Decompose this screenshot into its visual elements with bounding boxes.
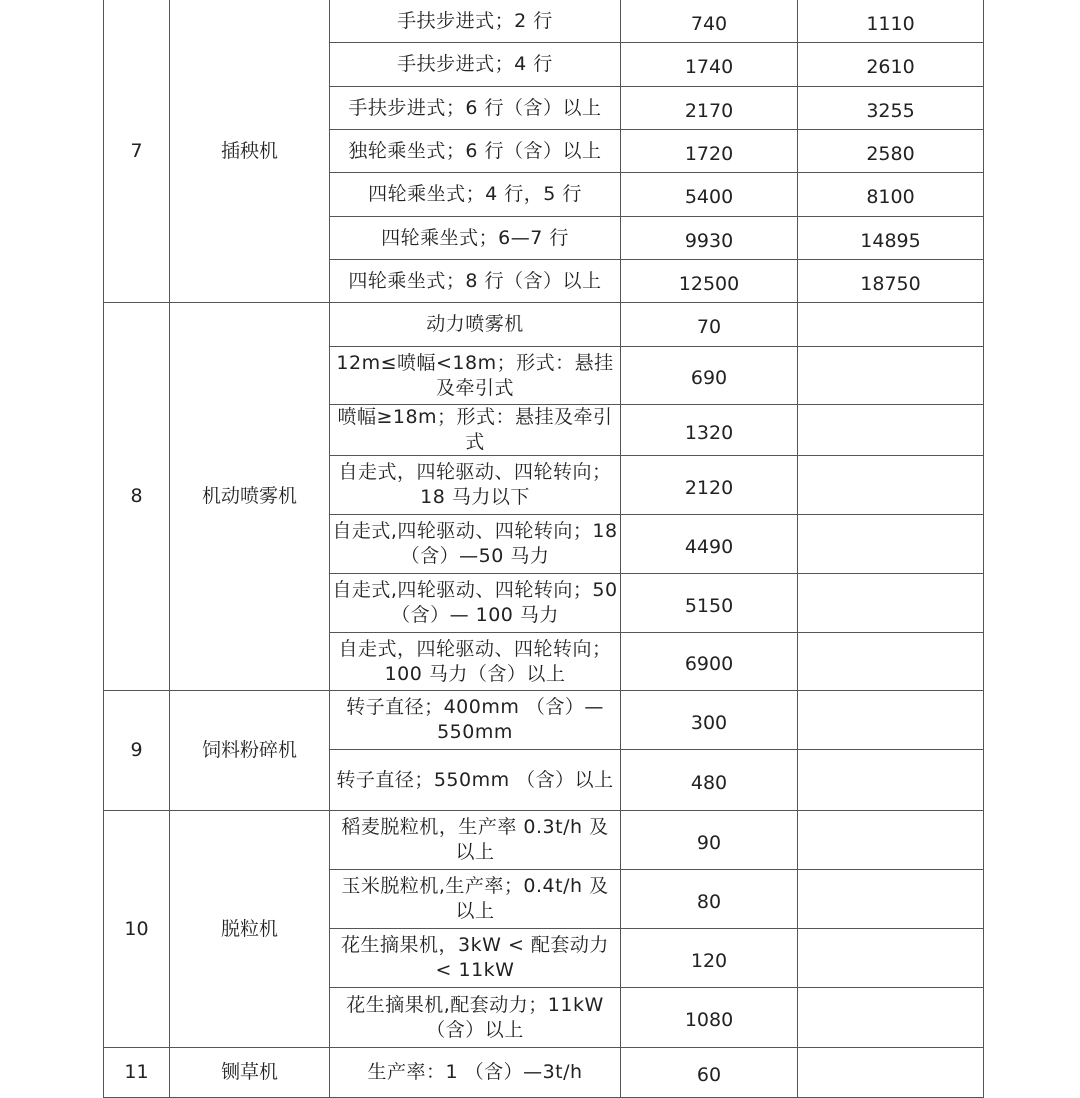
subsidy-value-2 <box>798 303 984 347</box>
machine-name: 脱粒机 <box>170 811 330 1048</box>
specification: 转子直径；400mm （含）—550mm <box>330 691 621 750</box>
subsidy-value-2: 2580 <box>798 130 984 173</box>
subsidy-value: 12500 <box>621 260 798 303</box>
specification: 手扶步进式；4 行 <box>330 43 621 87</box>
machine-name: 插秧机 <box>170 0 330 303</box>
subsidy-value: 120 <box>621 929 798 988</box>
specification: 自走式,四轮驱动、四轮转向；18（含）—50 马力 <box>330 515 621 574</box>
subsidy-value: 740 <box>621 0 798 43</box>
subsidy-value-2: 2610 <box>798 43 984 87</box>
specification: 稻麦脱粒机，生产率 0.3t/h 及 以上 <box>330 811 621 870</box>
specification: 四轮乘坐式；6—7 行 <box>330 217 621 260</box>
subsidy-value: 1320 <box>621 405 798 456</box>
subsidy-value: 70 <box>621 303 798 347</box>
subsidy-value: 1080 <box>621 988 798 1048</box>
machine-name: 机动喷雾机 <box>170 303 330 691</box>
specification: 自走式,四轮驱动、四轮转向；50（含）— 100 马力 <box>330 574 621 633</box>
subsidy-value: 2120 <box>621 456 798 515</box>
subsidy-value: 2170 <box>621 87 798 130</box>
machine-name: 饲料粉碎机 <box>170 691 330 811</box>
subsidy-value-2 <box>798 347 984 405</box>
subsidy-value: 6900 <box>621 633 798 691</box>
table-body <box>104 0 984 1098</box>
specification: 独轮乘坐式；6 行（含）以上 <box>330 130 621 173</box>
specification: 12m≤喷幅<18m；形式：悬挂及牵引式 <box>330 347 621 405</box>
subsidy-table <box>103 0 984 1098</box>
subsidy-value-2 <box>798 988 984 1048</box>
subsidy-value-2 <box>798 929 984 988</box>
table-row <box>104 691 984 750</box>
subsidy-value-2 <box>798 633 984 691</box>
subsidy-value: 690 <box>621 347 798 405</box>
specification: 喷幅≥18m；形式：悬挂及牵引式 <box>330 405 621 456</box>
subsidy-value-2 <box>798 870 984 929</box>
specification: 转子直径；550mm （含）以上 <box>330 750 621 811</box>
specification: 花生摘果机，3kW < 配套动力 < 11kW <box>330 929 621 988</box>
specification: 四轮乘坐式；8 行（含）以上 <box>330 260 621 303</box>
item-number: 11 <box>104 1048 170 1098</box>
subsidy-value: 480 <box>621 750 798 811</box>
specification: 手扶步进式；6 行（含）以上 <box>330 87 621 130</box>
item-number: 8 <box>104 303 170 691</box>
subsidy-value-2 <box>798 811 984 870</box>
table-row <box>104 0 984 43</box>
subsidy-value: 5400 <box>621 173 798 217</box>
specification: 生产率：1 （含）—3t/h <box>330 1048 621 1098</box>
subsidy-value-2: 18750 <box>798 260 984 303</box>
subsidy-value: 1720 <box>621 130 798 173</box>
table-row <box>104 1048 984 1098</box>
subsidy-value-2: 14895 <box>798 217 984 260</box>
subsidy-value: 4490 <box>621 515 798 574</box>
subsidy-value-2: 1110 <box>798 0 984 43</box>
subsidy-value: 1740 <box>621 43 798 87</box>
subsidy-value-2 <box>798 574 984 633</box>
subsidy-value-2 <box>798 515 984 574</box>
subsidy-value: 80 <box>621 870 798 929</box>
subsidy-value: 90 <box>621 811 798 870</box>
subsidy-value-2 <box>798 405 984 456</box>
subsidy-value-2 <box>798 750 984 811</box>
table-row <box>104 303 984 347</box>
subsidy-value-2: 3255 <box>798 87 984 130</box>
item-number: 10 <box>104 811 170 1048</box>
table-row <box>104 811 984 870</box>
subsidy-value: 300 <box>621 691 798 750</box>
subsidy-value-2 <box>798 691 984 750</box>
specification: 花生摘果机,配套动力；11kW（含）以上 <box>330 988 621 1048</box>
specification: 玉米脱粒机,生产率；0.4t/h 及以上 <box>330 870 621 929</box>
subsidy-value: 9930 <box>621 217 798 260</box>
item-number: 9 <box>104 691 170 811</box>
item-number: 7 <box>104 0 170 303</box>
specification: 四轮乘坐式；4 行，5 行 <box>330 173 621 217</box>
subsidy-value-2: 8100 <box>798 173 984 217</box>
subsidy-value: 60 <box>621 1048 798 1098</box>
machine-name: 铡草机 <box>170 1048 330 1098</box>
specification: 自走式，四轮驱动、四轮转向；100 马力（含）以上 <box>330 633 621 691</box>
specification: 手扶步进式；2 行 <box>330 0 621 43</box>
subsidy-value: 5150 <box>621 574 798 633</box>
specification: 自走式，四轮驱动、四轮转向；18 马力以下 <box>330 456 621 515</box>
specification: 动力喷雾机 <box>330 303 621 347</box>
subsidy-value-2 <box>798 456 984 515</box>
subsidy-value-2 <box>798 1048 984 1098</box>
